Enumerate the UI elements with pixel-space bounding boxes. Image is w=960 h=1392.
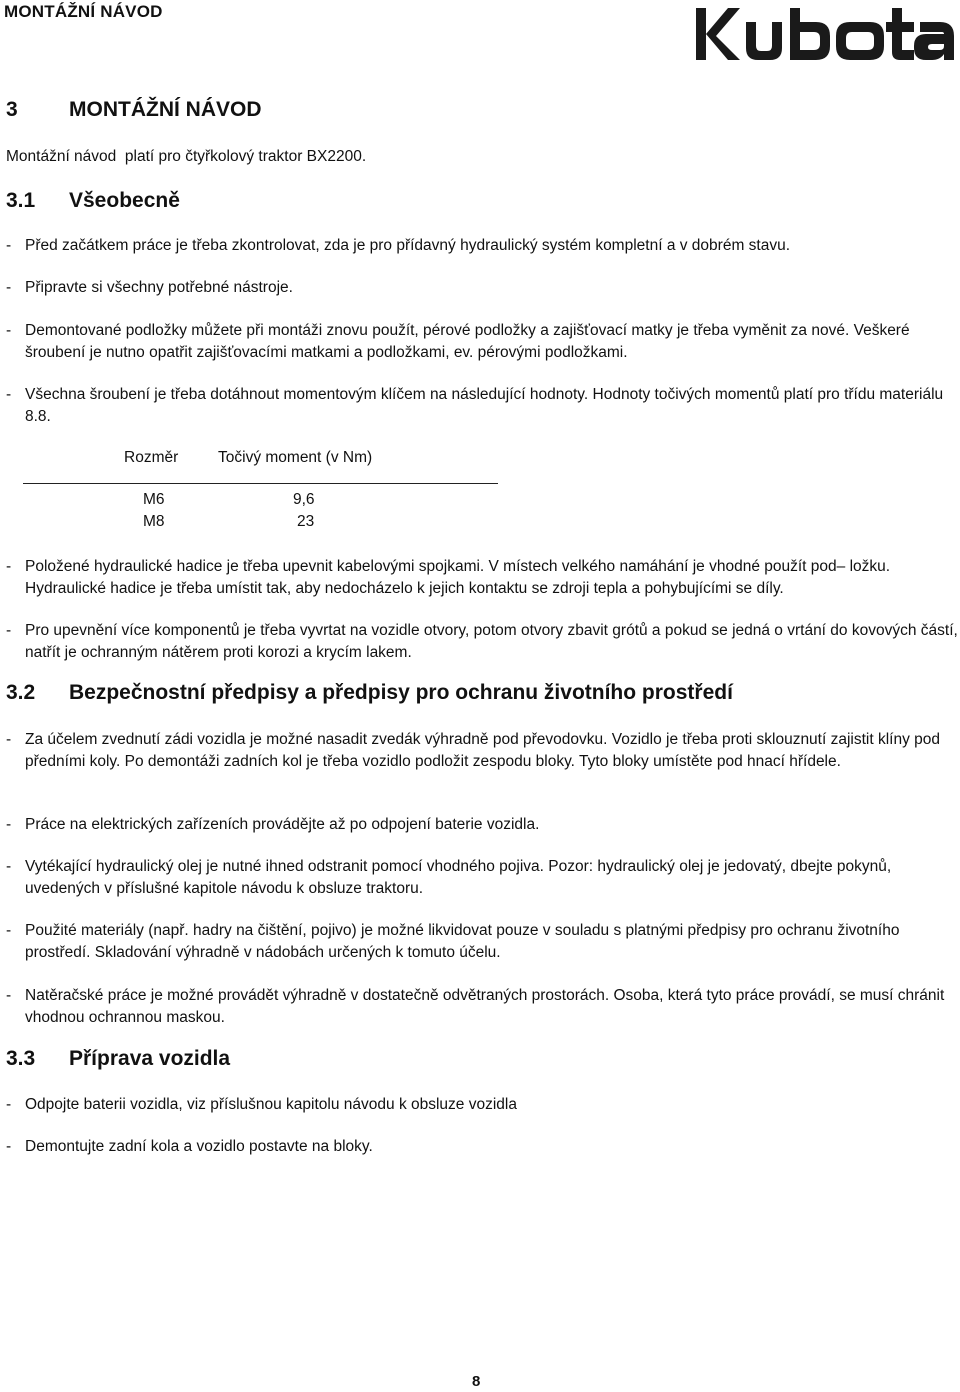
table-header-size: Rozměr <box>124 449 179 466</box>
bullet-marker: - <box>6 237 12 254</box>
section-number: 3 <box>6 98 18 121</box>
header-title: MONTÁŽNÍ NÁVOD <box>4 2 163 21</box>
section-title: Příprava vozidla <box>69 1047 231 1070</box>
list-item-text: Pro upevnění více komponentů je třeba vyvrtat na vozidle otvory, potom otvory zbavit grótů a pokud se jedná o vrtání do kovových částí, natřít je ochranným nátěrem proti korozi a krycím lakem. <box>25 622 958 661</box>
section-number: 3.2 <box>6 681 36 704</box>
bullet-marker: - <box>6 731 12 748</box>
list-item-text: Demontované podložky můžete při montáži znovu použít, pérové podložky a zajišťovací matky je třeba vyměnit za nové. Veškeré šroubení je nutno opatřit zajišťovacími matkami a podložkami, ev. pérovými podložkami. <box>25 322 910 361</box>
bullet-marker: - <box>6 558 12 575</box>
bullet-marker: - <box>6 386 12 403</box>
section-3-heading <box>6 98 262 122</box>
list-item <box>6 320 950 363</box>
table-cell-size: M8 <box>143 513 165 530</box>
list-item <box>6 729 960 772</box>
list-item-text: Práce na elektrických zařízeních provádějte až po odpojení baterie vozidla. <box>25 816 540 833</box>
list-item <box>6 1094 956 1116</box>
table-cell-size: M6 <box>143 491 165 508</box>
bullet-marker: - <box>6 858 12 875</box>
section-number: 3.1 <box>6 189 36 212</box>
list-item-text: Připravte si všechny potřebné nástroje. <box>25 279 293 296</box>
list-item-text: Použité materiály (např. hadry na čištění, pojivo) je možné likvidovat pouze v souladu s platnými předpisy pro ochranu životního prostředí. Skladování výhradně v nádobách určených k tomuto účelu. <box>25 922 900 961</box>
section-3-1-heading <box>6 189 180 213</box>
bullet-marker: - <box>6 987 12 1004</box>
list-item-text: Za účelem zvednutí zádi vozidla je možné nasadit zvedák výhradně pod převodovku. Vozidlo je třeba proti sklouznutí zajistit klíny pod předními koly. Po demontáži zadních kol je třeba vozidlo podložit zespodu bloky. Tyto bloky umístěte pod hnací hřídele. <box>25 731 941 770</box>
bullet-marker: - <box>6 1138 12 1155</box>
section-3-3-heading <box>6 1047 230 1071</box>
list-item-text: Vytékající hydraulický olej je nutné ihned odstranit pomocí vhodného pojiva. Pozor: hydraulický olej je jedovatý, dbejte pokynů, uvedených v příslušné kapitole návodu k obsluze traktoru. <box>25 858 892 897</box>
list-item <box>6 277 956 299</box>
list-item <box>6 556 950 599</box>
section-title: Všeobecně <box>69 189 180 212</box>
list-item <box>6 920 960 963</box>
list-item <box>6 985 960 1028</box>
table-header-torque: Točivý moment (v Nm) <box>218 449 373 466</box>
bullet-marker: - <box>6 622 12 639</box>
list-item <box>6 620 960 663</box>
table-divider <box>23 483 498 484</box>
bullet-marker: - <box>6 322 12 339</box>
bullet-marker: - <box>6 922 12 939</box>
list-item-text: Položené hydraulické hadice je třeba upevnit kabelovými spojkami. V místech velkého namáhání je vhodné použít pod– ložku. Hydraulické hadice je třeba umístit tak, aby nedocházelo k jejich kontaktu se zdroji tepla a pohybujícími se díly. <box>25 558 891 597</box>
list-item <box>6 1136 956 1158</box>
bullet-marker: - <box>6 279 12 296</box>
section-number: 3.3 <box>6 1047 36 1070</box>
list-item-text: Demontujte zadní kola a vozidlo postavte na bloky. <box>25 1138 373 1155</box>
list-item <box>6 814 956 836</box>
table-cell-torque: 9,6 <box>293 491 315 508</box>
intro-text: Montážní návod platí pro čtyřkolový traktor BX2200. <box>6 148 367 165</box>
section-title: MONTÁŽNÍ NÁVOD <box>69 98 262 121</box>
list-item-text: Natěračské práce je možné provádět výhradně v dostatečně odvětraných prostorách. Osoba, která tyto práce provádí, se musí chránit vhodnou ochrannou maskou. <box>25 987 945 1026</box>
kubota-logo <box>694 0 956 66</box>
list-item-text: Všechna šroubení je třeba dotáhnout momentovým klíčem na následující hodnoty. Hodnoty točivých momentů platí pro třídu materiálu 8.8. <box>25 386 944 425</box>
page-number: 8 <box>472 1373 481 1390</box>
list-item <box>6 856 960 899</box>
bullet-marker: - <box>6 816 12 833</box>
list-item <box>6 235 956 257</box>
list-item-text: Odpojte baterii vozidla, viz příslušnou kapitolu návodu k obsluze vozidla <box>25 1096 517 1113</box>
table-cell-torque: 23 <box>297 513 315 530</box>
list-item <box>6 384 960 427</box>
section-3-2-heading <box>6 681 733 705</box>
section-title: Bezpečnostní předpisy a předpisy pro ochranu životního prostředí <box>69 681 733 704</box>
list-item-text: Před začátkem práce je třeba zkontrolovat, zda je pro přídavný hydraulický systém kompletní a v dobrém stavu. <box>25 237 791 254</box>
bullet-marker: - <box>6 1096 12 1113</box>
